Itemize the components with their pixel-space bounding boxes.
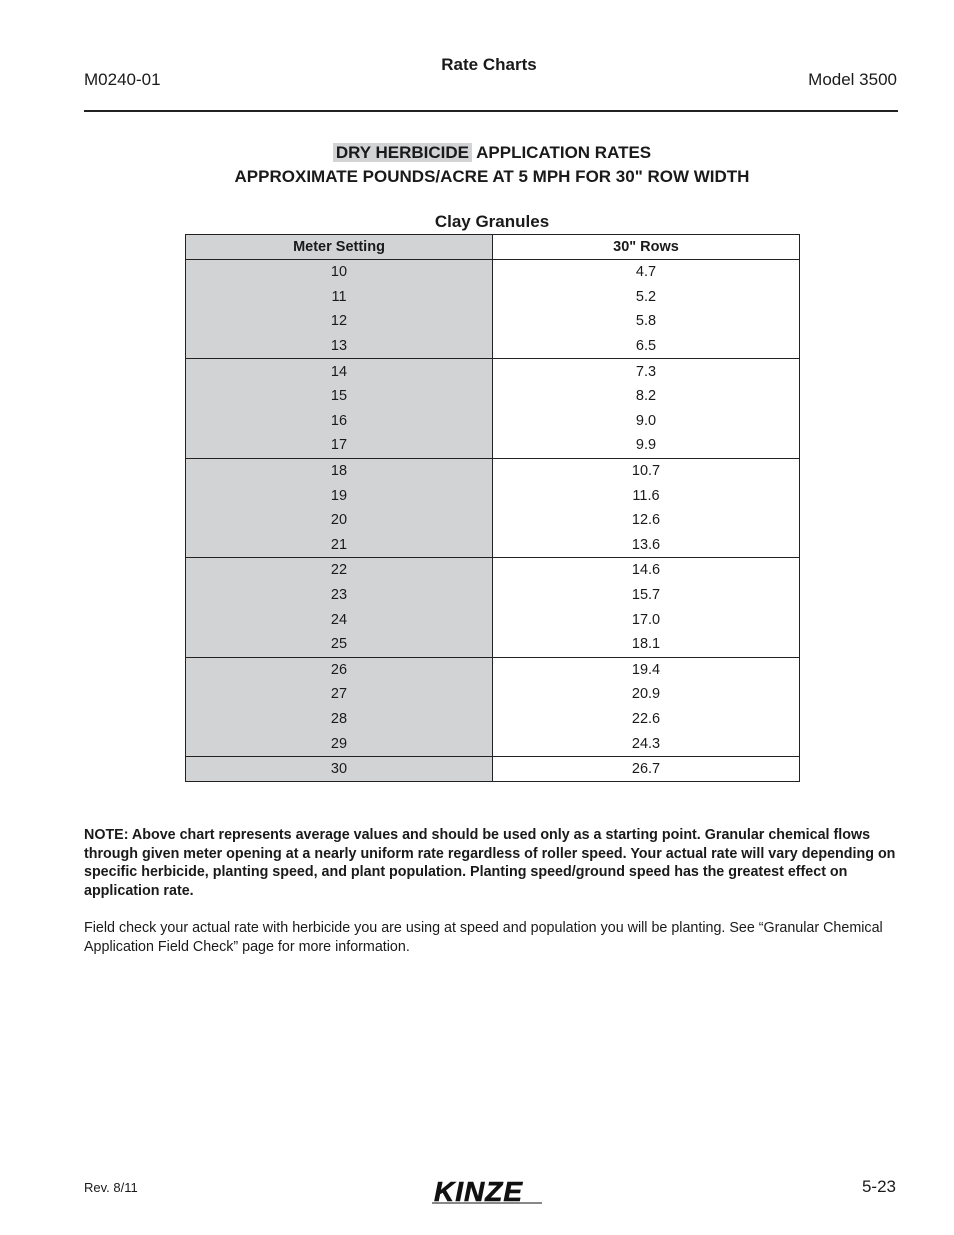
meter-setting-cell: 17 [186,433,493,458]
rate-cell: 4.7 [493,260,800,285]
table-row [186,458,800,483]
meter-setting-cell: 30 [186,756,493,782]
header-divider [84,110,898,112]
meter-setting-cell: 26 [186,657,493,682]
rate-cell: 19.4 [493,657,800,682]
meter-setting-cell: 10 [186,260,493,285]
chart-title-line2: APPROXIMATE POUNDS/ACRE AT 5 MPH FOR 30" ROW WIDTH [234,167,750,186]
meter-setting-cell: 21 [186,533,493,558]
table-row [186,260,800,285]
meter-setting-cell: 28 [186,707,493,732]
rate-cell: 8.2 [493,384,800,409]
table-row [186,384,800,409]
table-row [186,756,800,782]
table-row [186,359,800,384]
rate-cell: 11.6 [493,483,800,508]
table-row [186,433,800,458]
rate-cell: 9.0 [493,409,800,434]
meter-setting-cell: 29 [186,731,493,756]
table-row [186,707,800,732]
meter-setting-cell: 19 [186,483,493,508]
table-row [186,682,800,707]
meter-setting-cell: 15 [186,384,493,409]
rate-table [185,234,800,782]
rate-cell: 13.6 [493,533,800,558]
title-rest: APPLICATION RATES [472,143,652,162]
field-check-text: Field check your actual rate with herbicide you are using at speed and population you will be planting. See “Granular Chemical Application Field Check” page for more information. [84,920,883,955]
chart-title-line1 [0,143,954,163]
table-row [186,632,800,657]
rate-cell: 6.5 [493,334,800,359]
rate-cell: 9.9 [493,433,800,458]
meter-setting-cell: 11 [186,285,493,310]
rate-cell: 20.9 [493,682,800,707]
table-row [186,334,800,359]
page-number: 5-23 [861,1177,896,1196]
meter-setting-cell: 22 [186,558,493,583]
header-meter-setting: Meter Setting [186,235,493,260]
table-body [186,260,800,782]
table-row [186,657,800,682]
rate-cell: 12.6 [493,508,800,533]
rate-cell: 22.6 [493,707,800,732]
meter-setting-cell: 24 [186,607,493,632]
meter-setting-cell: 12 [186,309,493,334]
table-row [186,409,800,434]
header-30in-rows: 30" Rows [493,235,800,260]
section-title: Rate Charts [441,55,537,74]
table-row [186,583,800,608]
rate-cell: 24.3 [493,731,800,756]
rate-cell: 26.7 [493,756,800,782]
rate-cell: 5.2 [493,285,800,310]
note-text: NOTE: Above chart represents average values and should be used only as a starting point. Granular chemical flows through given meter opening at a nearly uniform rate regardless of roller speed. Your actual rate will vary depending on specific herbicide, planting speed, and plant population. Planting speed/ground speed has the greatest effect on application rate. [84,827,896,900]
rate-cell: 15.7 [493,583,800,608]
title-highlight: DRY HERBICIDE [333,143,472,162]
rate-cell: 5.8 [493,309,800,334]
table-row [186,285,800,310]
meter-setting-cell: 25 [186,632,493,657]
revision-label: Rev. 8/11 [84,1180,138,1195]
meter-setting-cell: 27 [186,682,493,707]
logo-text: KINZE [434,1176,523,1206]
table-row [186,558,800,583]
table-row [186,508,800,533]
table-row [186,533,800,558]
table-row [186,483,800,508]
meter-setting-cell: 13 [186,334,493,359]
meter-setting-cell: 14 [186,359,493,384]
kinze-logo [430,1176,550,1211]
rate-cell: 14.6 [493,558,800,583]
table-caption: Clay Granules [434,212,550,231]
rate-cell: 10.7 [493,458,800,483]
table-row [186,607,800,632]
table-header-row [186,235,800,260]
rate-cell: 17.0 [493,607,800,632]
meter-setting-cell: 23 [186,583,493,608]
doc-number: M0240-01 [84,70,161,89]
meter-setting-cell: 20 [186,508,493,533]
rate-cell: 7.3 [493,359,800,384]
table-row [186,309,800,334]
model-label: Model 3500 [808,70,897,89]
meter-setting-cell: 18 [186,458,493,483]
meter-setting-cell: 16 [186,409,493,434]
rate-cell: 18.1 [493,632,800,657]
table-row [186,731,800,756]
